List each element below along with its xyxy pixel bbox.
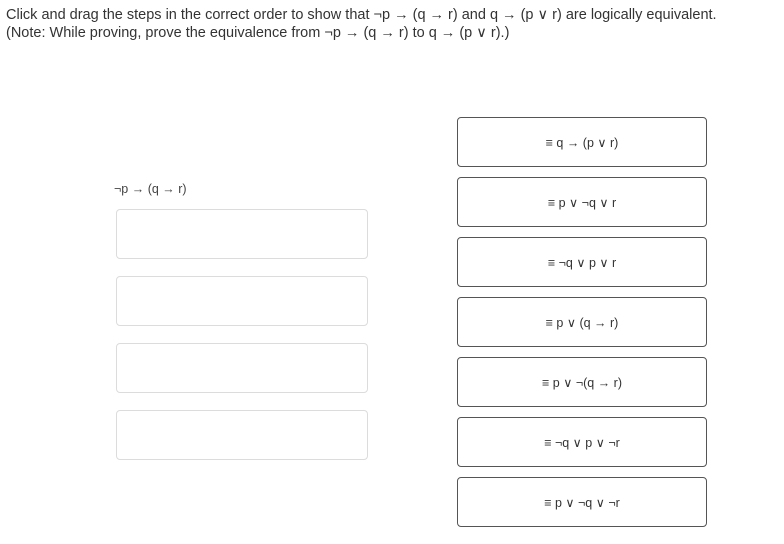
step-card[interactable] xyxy=(457,237,707,287)
drop-slot-4[interactable] xyxy=(116,410,368,460)
step-card-label: ≡ q → (p ∨ r) xyxy=(545,135,619,150)
drop-slot-1[interactable] xyxy=(116,209,368,259)
step-card[interactable] xyxy=(457,477,707,527)
question-instructions xyxy=(6,6,784,42)
instructions-line-2: (Note: While proving, prove the equivalence from ¬p → (q → r) to q → (p ∨ r).) xyxy=(6,25,510,41)
step-card-label: ≡ p ∨ (q → r) xyxy=(545,315,619,330)
step-card-label: ≡ p ∨ ¬q ∨ r xyxy=(547,195,617,210)
step-card-label: ≡ ¬q ∨ p ∨ r xyxy=(547,255,617,270)
drop-slot-2[interactable] xyxy=(116,276,368,326)
step-card[interactable] xyxy=(457,117,707,167)
drop-slot-3[interactable] xyxy=(116,343,368,393)
step-card[interactable] xyxy=(457,357,707,407)
step-card-label: ≡ p ∨ ¬(q → r) xyxy=(542,375,622,390)
proof-start-expression: ¬p → (q → r) xyxy=(114,182,187,196)
step-card[interactable] xyxy=(457,417,707,467)
instructions-line-1: Click and drag the steps in the correct order to show that ¬p → (q → r) and q → (p ∨ r) are logically equivalent. xyxy=(6,7,717,23)
step-card-label: ≡ p ∨ ¬q ∨ ¬r xyxy=(544,495,620,510)
step-card[interactable] xyxy=(457,297,707,347)
step-card[interactable] xyxy=(457,177,707,227)
step-card-label: ≡ ¬q ∨ p ∨ ¬r xyxy=(544,435,620,450)
